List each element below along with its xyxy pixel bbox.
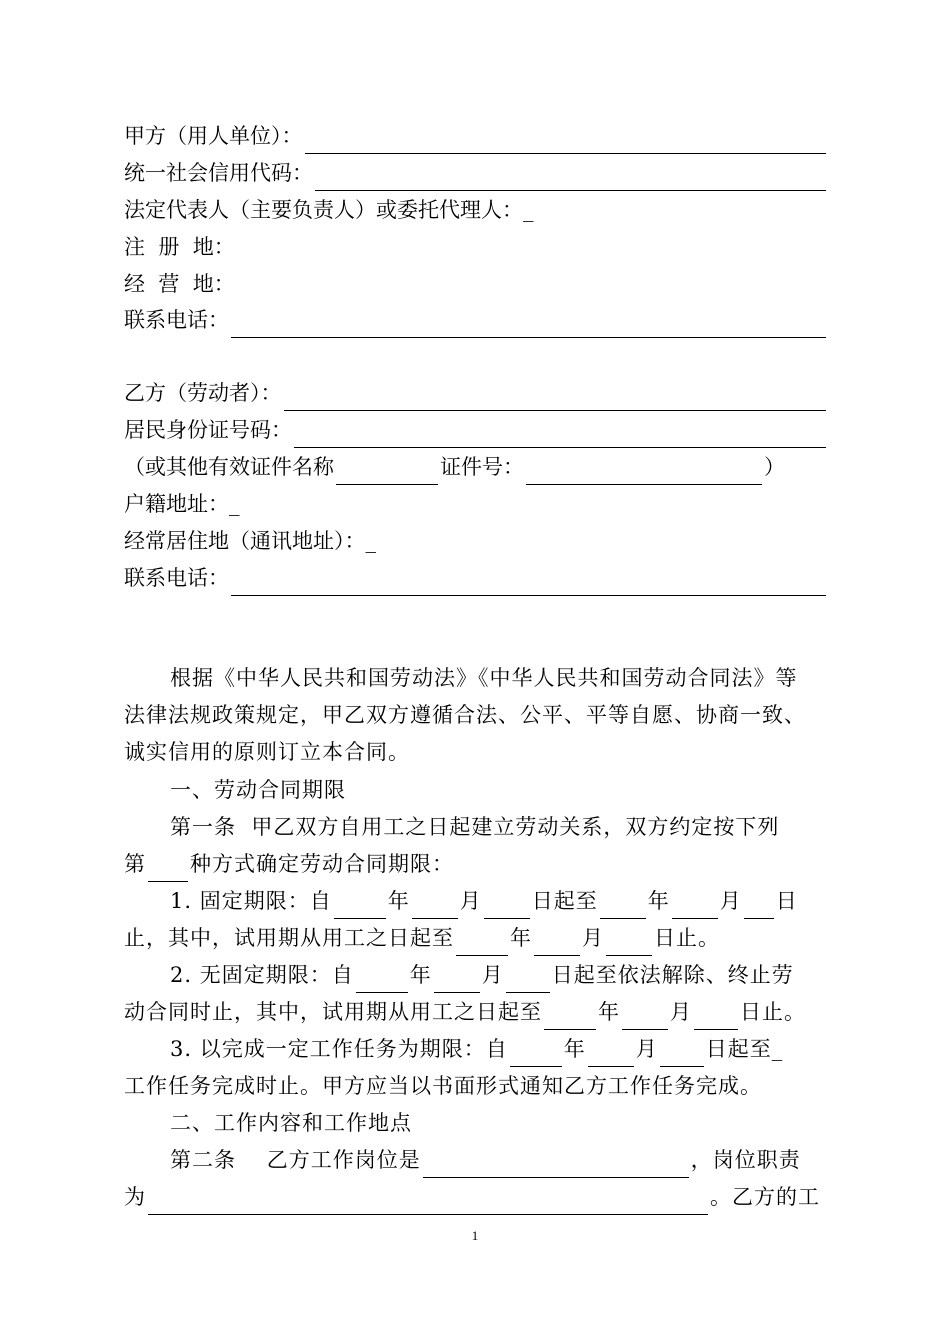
id-number-blank[interactable] <box>294 425 826 448</box>
year-text: 年 <box>387 889 410 913</box>
business-address-field <box>124 266 235 302</box>
employer-blank[interactable] <box>305 131 827 154</box>
open-probation-day-blank[interactable] <box>694 1007 738 1030</box>
year-text: 年 <box>409 963 432 987</box>
day-until-text: 日起至 <box>531 889 598 913</box>
id-number-label: 居民身份证号码： <box>124 418 292 442</box>
cert-number-label: 证件号： <box>440 455 524 479</box>
preamble-line-2: 法律法规政策规定，甲乙双方遵循合法、公平、平等自愿、协商一致、 <box>124 703 806 727</box>
month-text: 月 <box>481 963 504 987</box>
representative-field <box>124 192 534 228</box>
other-cert-open: （或其他有效证件名称 <box>124 455 334 479</box>
registered-address-field <box>124 229 235 265</box>
term-type-blank[interactable] <box>148 859 188 882</box>
month-text: 月 <box>719 889 742 913</box>
month-text: 月 <box>459 889 482 913</box>
household-address-label: 户籍地址：_ <box>124 492 240 516</box>
task-until-text: 日起至_ <box>705 1037 784 1061</box>
article-2-label: 第二条 乙方工作岗位是 <box>170 1148 421 1172</box>
open-probation-month-blank[interactable] <box>622 1007 668 1030</box>
year-text: 年 <box>510 926 532 950</box>
task-term-line-1 <box>170 1031 783 1067</box>
open-start-month-blank[interactable] <box>434 970 480 993</box>
preamble-line-3: 诚实信用的原则订立本合同。 <box>124 740 410 764</box>
fixed-probation-month-blank[interactable] <box>534 933 580 956</box>
year-text: 年 <box>647 889 670 913</box>
open-term-line-2 <box>124 994 806 1030</box>
registered-address-label: 注 册 地： <box>124 235 235 259</box>
other-cert-field <box>124 449 785 485</box>
day-end-text: 日止。 <box>740 1000 806 1024</box>
residence-label: 经常居住地（通讯地址）：_ <box>124 529 376 553</box>
article-2-line-1 <box>170 1142 801 1178</box>
representative-label: 法定代表人（主要负责人）或委托代理人：_ <box>124 198 534 222</box>
worker-label: 乙方（劳动者）： <box>124 381 282 405</box>
open-start-year-blank[interactable] <box>356 970 408 993</box>
other-cert-close: ） <box>764 455 785 479</box>
article-1-suffix: 种方式确定劳动合同期限： <box>190 852 454 876</box>
fixed-start-day-blank[interactable] <box>484 896 530 919</box>
job-duties-blank[interactable] <box>148 1192 708 1215</box>
party-a-phone-field <box>124 302 828 338</box>
task-start-year-blank[interactable] <box>510 1044 562 1067</box>
article-2-line-2 <box>124 1179 820 1215</box>
party-b-phone-field <box>124 560 828 596</box>
fixed-term-line-2 <box>124 920 720 956</box>
job-position-blank[interactable] <box>423 1155 689 1178</box>
party-a-phone-blank[interactable] <box>231 315 826 338</box>
open-probation-year-blank[interactable] <box>544 1007 596 1030</box>
article-1-line-2 <box>124 846 454 882</box>
day-text: 日 <box>775 889 798 913</box>
party-b-phone-blank[interactable] <box>231 573 826 596</box>
fixed-term-line-1 <box>170 883 798 919</box>
fixed-end-day-blank[interactable] <box>744 896 774 919</box>
open-term-label: 2. 无固定期限：自 <box>170 963 354 987</box>
task-term-line-2: 工作任务完成时止。甲方应当以书面形式通知乙方工作任务完成。 <box>124 1074 762 1098</box>
party-a-phone-label: 联系电话： <box>124 308 229 332</box>
year-text: 年 <box>563 1037 586 1061</box>
fixed-probation-day-blank[interactable] <box>606 933 652 956</box>
cert-name-blank[interactable] <box>336 462 438 485</box>
section-1-heading: 一、劳动合同期限 <box>170 778 346 802</box>
residence-field <box>124 523 376 559</box>
worker-field <box>124 375 828 411</box>
household-address-field <box>124 486 240 522</box>
open-start-day-blank[interactable] <box>506 970 550 993</box>
worker-blank[interactable] <box>284 388 827 411</box>
open-term-line-1 <box>170 957 794 993</box>
fixed-start-year-blank[interactable] <box>334 896 386 919</box>
task-start-month-blank[interactable] <box>588 1044 634 1067</box>
year-text: 年 <box>598 1000 620 1024</box>
month-text: 月 <box>582 926 604 950</box>
credit-code-label: 统一社会信用代码： <box>124 161 313 185</box>
id-number-field <box>124 412 828 448</box>
fixed-term-label: 1. 固定期限：自 <box>170 889 332 913</box>
employer-field <box>124 118 828 154</box>
section-2-heading: 二、工作内容和工作地点 <box>170 1111 412 1135</box>
credit-code-blank[interactable] <box>315 168 826 191</box>
business-address-label: 经 营 地： <box>124 272 235 296</box>
task-start-day-blank[interactable] <box>660 1044 704 1067</box>
day-end-text: 日止。 <box>654 926 720 950</box>
fixed-end-month-blank[interactable] <box>672 896 718 919</box>
open-until-text: 日起至依法解除、终止劳 <box>551 963 794 987</box>
credit-code-field <box>124 155 828 191</box>
article-2-duty-text: ，岗位职责 <box>690 1148 801 1172</box>
month-text: 月 <box>670 1000 692 1024</box>
task-term-label: 3. 以完成一定工作任务为期限：自 <box>170 1037 508 1061</box>
article-1-prefix: 第 <box>124 852 146 876</box>
party-b-phone-label: 联系电话： <box>124 566 229 590</box>
preamble-line-1: 根据《中华人民共和国劳动法》《中华人民共和国劳动合同法》等 <box>170 666 798 690</box>
article-1-line-1: 第一条 甲乙双方自用工之日起建立劳动关系，双方约定按下列 <box>170 815 780 839</box>
fixed-start-month-blank[interactable] <box>412 896 458 919</box>
employer-label: 甲方（用人单位）： <box>124 124 303 148</box>
fixed-end-year-blank[interactable] <box>600 896 646 919</box>
open-probation-label: 动合同时止，其中，试用期从用工之日起至 <box>124 1000 542 1024</box>
fixed-probation-year-blank[interactable] <box>456 933 508 956</box>
article-2-suffix: 。乙方的工 <box>710 1185 820 1209</box>
month-text: 月 <box>635 1037 658 1061</box>
fixed-probation-label: 止，其中，试用期从用工之日起至 <box>124 926 454 950</box>
page-number: 1 <box>471 1228 479 1243</box>
article-2-prefix: 为 <box>124 1185 146 1209</box>
cert-number-blank[interactable] <box>526 462 762 485</box>
